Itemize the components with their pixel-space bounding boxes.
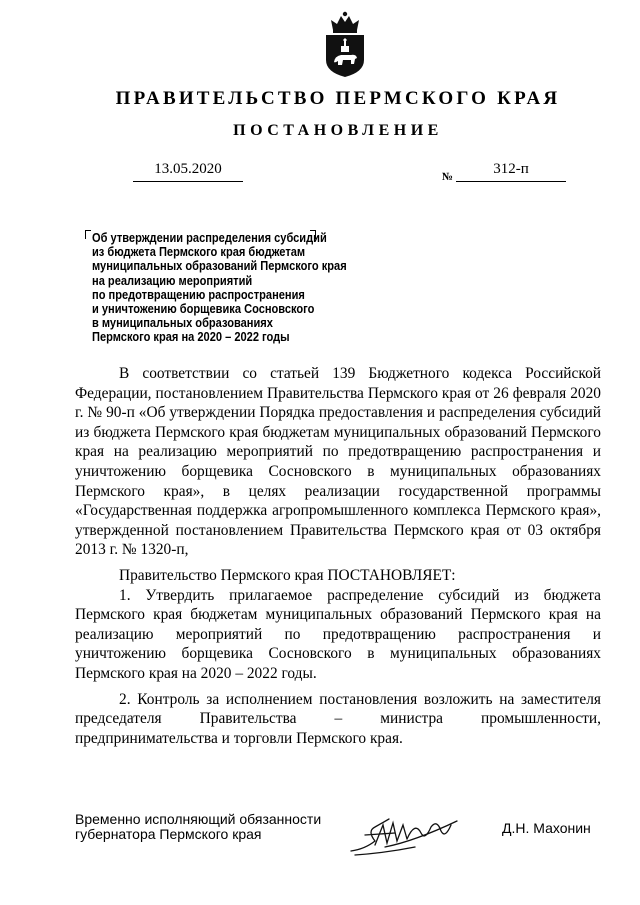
signer-position bbox=[75, 812, 321, 842]
handwritten-signature-icon bbox=[345, 811, 465, 859]
signer-name: Д.Н. Махонин bbox=[502, 820, 591, 836]
subject-line: Пермского края на 2020 – 2022 годы bbox=[92, 329, 290, 345]
body-paragraph-preamble: В соответствии со статьей 139 Бюджетного кодекса Российской Федерации, постановлением Правительства Пермского края от 26 февраля 2020 г. № 90-п «Об утверждении Порядка предоставления и распределения субсидий из бюджета Пермского края бюджетам муниципальных образований Пермского края на реализацию мероприятий по предотвращению распространения и уничтожению борщевика Сосновского в муниципальных образованиях Пермского края», в целях реализации государственной программы «Государственная поддержка агропромышленного комплекса Пермского края», утвержденной постановлением Правительства Пермского края от 03 октября 2013 г. № 1320-п, bbox=[75, 365, 601, 559]
signer-position-line: Временно исполняющий обязанности bbox=[75, 811, 322, 827]
body-paragraph-resolves: Правительство Пермского края ПОСТАНОВЛЯЕТ: bbox=[119, 566, 456, 584]
body-paragraph-item-2: 2. Контроль за исполнением постановления возложить на заместителя председателя Правительства – министра промышленности, предпринимательства и торговли Пермского края. bbox=[75, 690, 601, 747]
subject-line: и уничтожению борщевика Сосновского bbox=[92, 301, 315, 317]
body-paragraph-item-1: 1. Утвердить прилагаемое распределение субсидий из бюджета Пермского края бюджетам муниципальных образований Пермского края на реализацию мероприятий по предотвращению распространения и уничтожению борщевика Сосновского в муниципальных образованиях Пермского края на 2020 – 2022 годы. bbox=[75, 586, 601, 682]
subject-line: на реализацию мероприятий bbox=[92, 272, 253, 288]
document-date: 13.05.2020 bbox=[133, 161, 243, 182]
document-type: ПОСТАНОВЛЕНИЕ bbox=[233, 122, 443, 139]
signer-position-line: губернатора Пермского края bbox=[75, 826, 262, 842]
number-sign: № bbox=[442, 171, 454, 183]
subject-bracket-left bbox=[85, 230, 91, 239]
government-title: ПРАВИТЕЛЬСТВО ПЕРМСКОГО КРАЯ bbox=[115, 88, 561, 109]
coat-of-arms-icon bbox=[323, 10, 367, 78]
document-body bbox=[75, 364, 601, 748]
subject-line: в муниципальных образованиях bbox=[92, 315, 273, 331]
subject-line: муниципальных образований Пермского края bbox=[92, 258, 347, 274]
subject-line: из бюджета Пермского края бюджетам bbox=[92, 244, 306, 260]
subject-line: Об утверждении распределения субсидий bbox=[92, 230, 327, 245]
subject-line: по предотвращению распространения bbox=[92, 286, 305, 302]
document-number: 312-п bbox=[456, 161, 566, 182]
document-subject bbox=[92, 231, 394, 345]
